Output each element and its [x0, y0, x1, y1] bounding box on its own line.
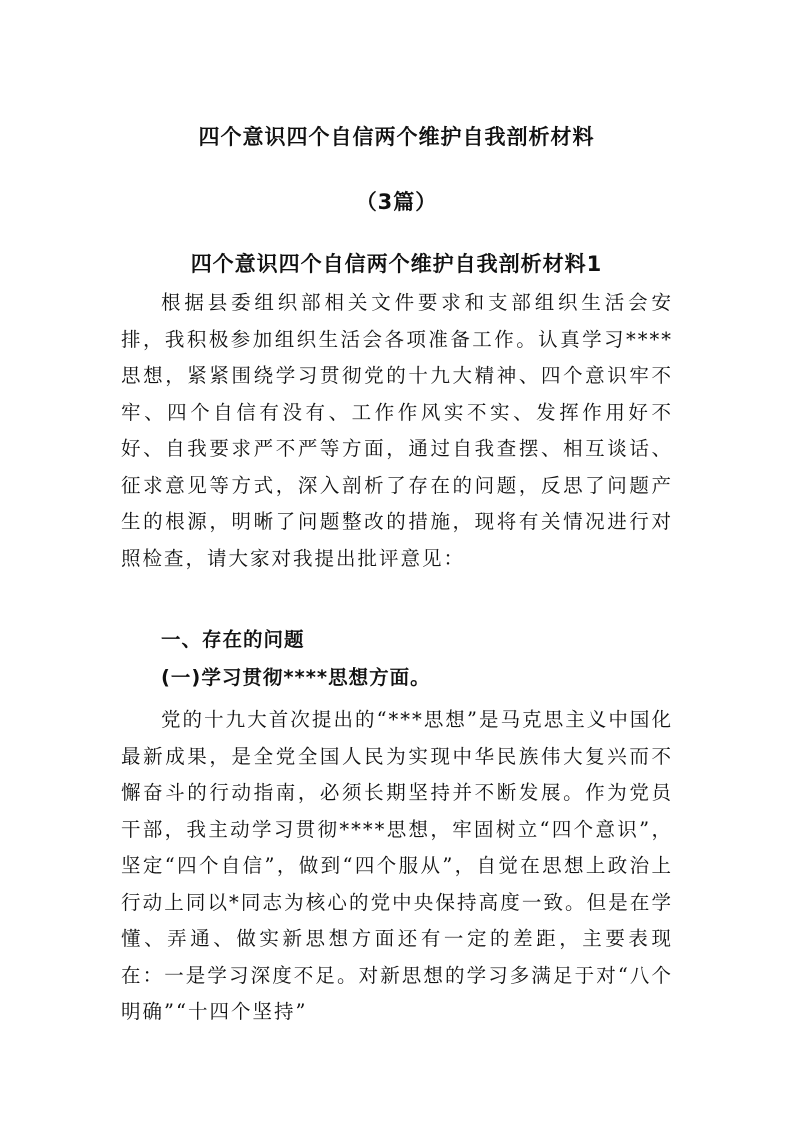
subheading-study-thought: (一)学习贯彻****思想方面。 — [161, 666, 431, 689]
heading-existing-problems: 一、存在的问题 — [161, 628, 305, 651]
intro-paragraph: 根据县委组织部相关文件要求和支部组织生活会安排，我积极参加组织生活会各项准备工作。认真学习****思想，紧紧围绕学习贯彻党的十九大精神、四个意识牢不牢、四个自信有没有、工作作风实不实、发挥作用好不好、自我要求严不严等方面，通过自我查摆、相互谈话、征求意见等方式，深入剖析了存在的问题，反思了问题产生的根源，明晰了问题整改的措施，现将有关情况进行对照检查，请大家对我提出批评意见： — [121, 291, 673, 570]
document-title: 四个意识四个自信两个维护自我剖析材料 — [198, 125, 595, 149]
body-paragraph: 党的十九大首次提出的“***思想”是马克思主义中国化最新成果，是全党全国人民为实现中华民族伟大复兴而不懈奋斗的行动指南，必须长期坚持并不断发展。作为党员干部，我主动学习贯彻****思想，牢固树立“四个意识”，坚定“四个自信”，做到“四个服从”，自觉在思想上政治上行动上同以*同志为核心的党中央保持高度一致。但是在学懂、弄通、做实新思想方面还有一定的差距，主要表现在：一是学习深度不足。对新思想的学习多满足于对“八个明确”“十四个坚持” — [121, 708, 673, 1023]
document-subtitle: （3篇） — [355, 190, 438, 214]
section-title: 四个意识四个自信两个维护自我剖析材料1 — [190, 252, 603, 276]
